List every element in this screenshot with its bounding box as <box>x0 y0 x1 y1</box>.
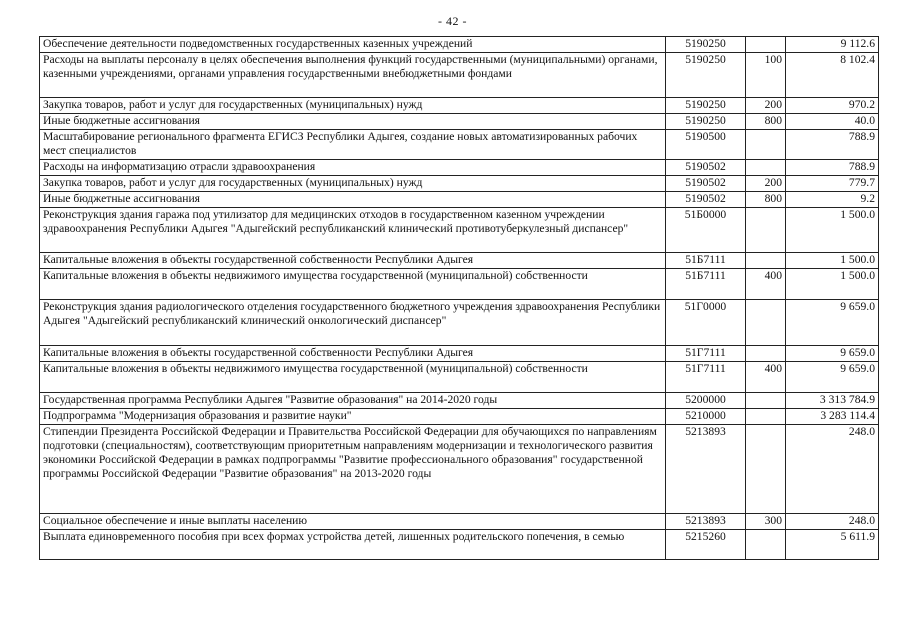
row-description: Расходы на информатизацию отрасли здравоохранения <box>40 160 666 176</box>
row-expense-type <box>746 409 786 425</box>
row-amount: 9 112.6 <box>786 37 879 53</box>
row-expense-type <box>746 208 786 253</box>
row-amount: 9.2 <box>786 192 879 208</box>
table-row <box>40 160 879 176</box>
budget-table <box>39 36 879 560</box>
row-description: Государственная программа Республики Адыгея "Развитие образования" на 2014-2020 годы <box>40 393 666 409</box>
table-row <box>40 98 879 114</box>
row-amount: 248.0 <box>786 425 879 514</box>
row-target-code: 5190250 <box>666 114 746 130</box>
row-expense-type <box>746 253 786 269</box>
row-amount: 788.9 <box>786 130 879 160</box>
row-description: Социальное обеспечение и иные выплаты населению <box>40 514 666 530</box>
table-row <box>40 269 879 300</box>
row-expense-type: 200 <box>746 98 786 114</box>
row-description: Капитальные вложения в объекты государственной собственности Республики Адыгея <box>40 346 666 362</box>
row-amount: 3 283 114.4 <box>786 409 879 425</box>
row-target-code: 5190500 <box>666 130 746 160</box>
row-description: Закупка товаров, работ и услуг для государственных (муниципальных) нужд <box>40 176 666 192</box>
row-expense-type: 300 <box>746 514 786 530</box>
row-amount: 788.9 <box>786 160 879 176</box>
table-row <box>40 192 879 208</box>
row-expense-type: 800 <box>746 192 786 208</box>
row-amount: 5 611.9 <box>786 530 879 560</box>
table-row <box>40 253 879 269</box>
row-target-code: 51Г7111 <box>666 362 746 393</box>
row-amount: 9 659.0 <box>786 300 879 346</box>
row-target-code: 51Б7111 <box>666 253 746 269</box>
row-amount: 1 500.0 <box>786 253 879 269</box>
row-amount: 3 313 784.9 <box>786 393 879 409</box>
row-expense-type: 400 <box>746 362 786 393</box>
row-target-code: 51Б0000 <box>666 208 746 253</box>
row-expense-type: 400 <box>746 269 786 300</box>
row-expense-type <box>746 346 786 362</box>
table-row <box>40 393 879 409</box>
row-expense-type: 800 <box>746 114 786 130</box>
table-row <box>40 53 879 98</box>
row-description: Стипендии Президента Российской Федерации и Правительства Российской Федерации для обучающихся по направлениям подготовки (специальностям), соответствующим приоритетным направлениям модернизации и технологического развития экономики Российской Федерации в рамках подпрограммы "Развитие профессионального образования" государственной программы Российской Федерации "Развитие образования" на 2013-2020 годы <box>40 425 666 514</box>
row-expense-type <box>746 160 786 176</box>
table-row <box>40 130 879 160</box>
row-target-code: 5200000 <box>666 393 746 409</box>
row-description: Капитальные вложения в объекты недвижимого имущества государственной (муниципальной) собственности <box>40 362 666 393</box>
row-amount: 8 102.4 <box>786 53 879 98</box>
table-row <box>40 208 879 253</box>
row-description: Подпрограмма "Модернизация образования и развитие науки" <box>40 409 666 425</box>
row-amount: 970.2 <box>786 98 879 114</box>
row-expense-type <box>746 37 786 53</box>
row-description: Капитальные вложения в объекты государственной собственности Республики Адыгея <box>40 253 666 269</box>
row-description: Реконструкция здания гаража под утилизатор для медицинских отходов в государственном казенном учреждении здравоохранения Республики Адыгея "Адыгейский республиканский клинический противотуберкулезный диспансер" <box>40 208 666 253</box>
row-expense-type <box>746 300 786 346</box>
row-target-code: 51Г0000 <box>666 300 746 346</box>
row-expense-type <box>746 530 786 560</box>
row-amount: 248.0 <box>786 514 879 530</box>
table-row <box>40 346 879 362</box>
row-target-code: 51Г7111 <box>666 346 746 362</box>
row-target-code: 5213893 <box>666 425 746 514</box>
table-row <box>40 176 879 192</box>
page-number: - 42 - <box>438 14 467 28</box>
row-target-code: 5190250 <box>666 98 746 114</box>
row-description: Закупка товаров, работ и услуг для государственных (муниципальных) нужд <box>40 98 666 114</box>
row-amount: 1 500.0 <box>786 269 879 300</box>
table-row <box>40 114 879 130</box>
row-description: Расходы на выплаты персоналу в целях обеспечения выполнения функций государственными (муниципальными) органами, казенными учреждениями, органами управления государственными внебюджетными фондами <box>40 53 666 98</box>
table-row <box>40 409 879 425</box>
row-description: Масштабирование регионального фрагмента ЕГИСЗ Республики Адыгея, создание новых автоматизированных рабочих мест специалистов <box>40 130 666 160</box>
row-expense-type <box>746 130 786 160</box>
table-row <box>40 425 879 514</box>
row-expense-type <box>746 393 786 409</box>
row-amount: 40.0 <box>786 114 879 130</box>
row-amount: 9 659.0 <box>786 346 879 362</box>
row-description: Капитальные вложения в объекты недвижимого имущества государственной (муниципальной) собственности <box>40 269 666 300</box>
row-expense-type <box>746 425 786 514</box>
row-target-code: 5190250 <box>666 37 746 53</box>
row-description: Выплата единовременного пособия при всех формах устройства детей, лишенных родительского попечения, в семью <box>40 530 666 560</box>
row-target-code: 5190502 <box>666 176 746 192</box>
row-description: Обеспечение деятельности подведомственных государственных казенных учреждений <box>40 37 666 53</box>
row-description: Иные бюджетные ассигнования <box>40 192 666 208</box>
row-target-code: 5213893 <box>666 514 746 530</box>
row-expense-type: 100 <box>746 53 786 98</box>
row-target-code: 5215260 <box>666 530 746 560</box>
row-description: Реконструкция здания радиологического отделения государственного бюджетного учреждения здравоохранения Республики Адыгея "Адыгейский республиканский клинический онкологический диспансер" <box>40 300 666 346</box>
row-amount: 1 500.0 <box>786 208 879 253</box>
row-target-code: 5190250 <box>666 53 746 98</box>
row-description: Иные бюджетные ассигнования <box>40 114 666 130</box>
row-target-code: 5190502 <box>666 160 746 176</box>
row-target-code: 51Б7111 <box>666 269 746 300</box>
table-row <box>40 514 879 530</box>
row-expense-type: 200 <box>746 176 786 192</box>
row-target-code: 5190502 <box>666 192 746 208</box>
table-row <box>40 362 879 393</box>
table-row <box>40 300 879 346</box>
row-amount: 779.7 <box>786 176 879 192</box>
row-target-code: 5210000 <box>666 409 746 425</box>
row-amount: 9 659.0 <box>786 362 879 393</box>
table-row <box>40 37 879 53</box>
table-row <box>40 530 879 560</box>
